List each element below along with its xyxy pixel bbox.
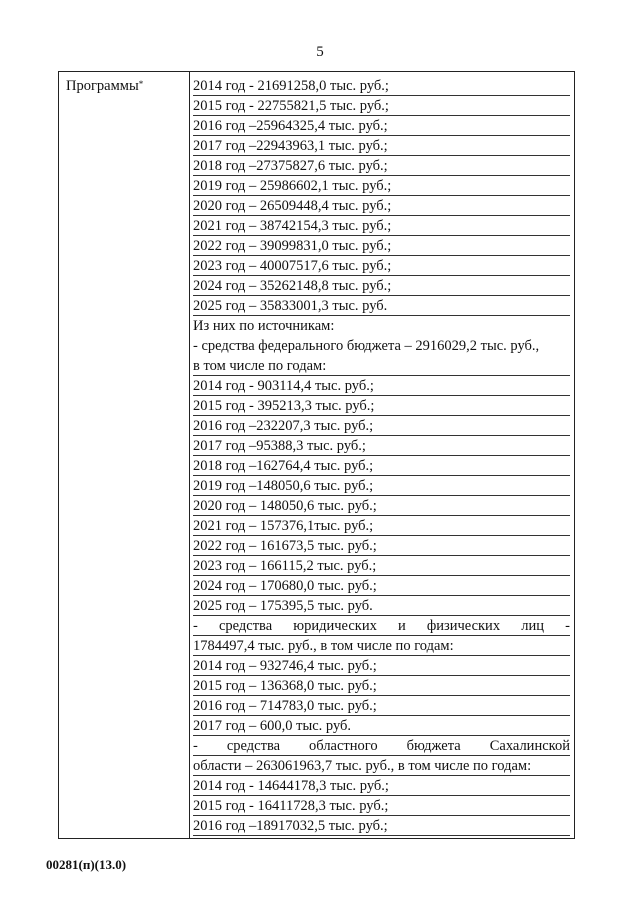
funding-line: 2014 год – 932746,4 тыс. руб.; <box>193 656 570 676</box>
funding-line: 2017 год –95388,3 тыс. руб.; <box>193 436 570 456</box>
funding-line-word: областного <box>309 738 378 754</box>
page-number: 5 <box>316 44 324 60</box>
funding-line <box>193 736 570 756</box>
funding-line: 2019 год – 25986602,1 тыс. руб.; <box>193 176 570 196</box>
funding-line: 2020 год – 26509448,4 тыс. руб.; <box>193 196 570 216</box>
funding-line-word: и <box>397 618 406 634</box>
row-label: Программы <box>66 78 139 94</box>
funding-line: области – 263061963,7 тыс. руб., в том числе по годам: <box>193 756 570 776</box>
funding-line: 2015 год - 22755821,5 тыс. руб.; <box>193 96 570 116</box>
funding-line-word: лиц <box>521 618 544 634</box>
funding-line: - средства федерального бюджета – 2916029,2 тыс. руб., <box>193 338 540 354</box>
funding-line: 2017 год – 600,0 тыс. руб. <box>193 716 570 736</box>
funding-line: 2018 год –162764,4 тыс. руб.; <box>193 456 570 476</box>
funding-line: 2019 год –148050,6 тыс. руб.; <box>193 476 570 496</box>
funding-line: 2023 год – 40007517,6 тыс. руб.; <box>193 256 570 276</box>
funding-line: 1784497,4 тыс. руб., в том числе по годам: <box>193 636 570 656</box>
funding-line: 2015 год – 136368,0 тыс. руб.; <box>193 676 570 696</box>
document-code: 00281(п)(13.0) <box>46 857 127 872</box>
funding-line: 2025 год – 175395,5 тыс. руб. <box>193 596 570 616</box>
funding-line: 2021 год – 157376,1тыс. руб.; <box>193 516 570 536</box>
funding-line: 2022 год – 39099831,0 тыс. руб.; <box>193 236 570 256</box>
funding-line: 2025 год – 35833001,3 тыс. руб. <box>193 296 570 316</box>
funding-line-word: средства <box>218 618 273 634</box>
funding-line: 2016 год –232207,3 тыс. руб.; <box>193 416 570 436</box>
funding-line: 2018 год –27375827,6 тыс. руб.; <box>193 156 570 176</box>
row-label-cell <box>59 72 190 838</box>
funding-line-word: Сахалинской <box>489 738 570 754</box>
funding-line: в том числе по годам: <box>193 356 570 376</box>
funding-line: 2021 год – 38742154,3 тыс. руб.; <box>193 216 570 236</box>
funding-line-word: бюджета <box>406 738 461 754</box>
funding-line-word: средства <box>226 738 281 754</box>
funding-line: 2020 год – 148050,6 тыс. руб.; <box>193 496 570 516</box>
funding-line: 2014 год - 903114,4 тыс. руб.; <box>193 376 570 396</box>
funding-table <box>58 71 575 839</box>
funding-lines <box>190 72 574 838</box>
funding-line <box>193 616 570 636</box>
funding-line-word: - <box>193 618 198 634</box>
funding-line-word: физических <box>426 618 501 634</box>
funding-line: 2016 год – 714783,0 тыс. руб.; <box>193 696 570 716</box>
funding-line: 2016 год –18917032,5 тыс. руб.; <box>193 816 570 836</box>
funding-line-word: юридических <box>293 618 377 634</box>
funding-line: 2022 год – 161673,5 тыс. руб.; <box>193 536 570 556</box>
funding-line: 2015 год - 395213,3 тыс. руб.; <box>193 396 570 416</box>
funding-line: 2014 год - 14644178,3 тыс. руб.; <box>193 776 570 796</box>
funding-line: 2024 год – 170680,0 тыс. руб.; <box>193 576 570 596</box>
funding-line-word: - <box>193 738 198 754</box>
funding-line: 2023 год – 166115,2 тыс. руб.; <box>193 556 570 576</box>
funding-line: 2017 год –22943963,1 тыс. руб.; <box>193 136 570 156</box>
funding-line: Из них по источникам: <box>193 318 335 334</box>
funding-line: 2024 год – 35262148,8 тыс. руб.; <box>193 276 570 296</box>
funding-line-word: - <box>565 618 570 634</box>
funding-line: 2015 год - 16411728,3 тыс. руб.; <box>193 796 570 816</box>
footnote-mark: * <box>138 79 144 89</box>
funding-line: 2016 год –25964325,4 тыс. руб.; <box>193 116 570 136</box>
funding-line: 2014 год - 21691258,0 тыс. руб.; <box>193 76 570 96</box>
